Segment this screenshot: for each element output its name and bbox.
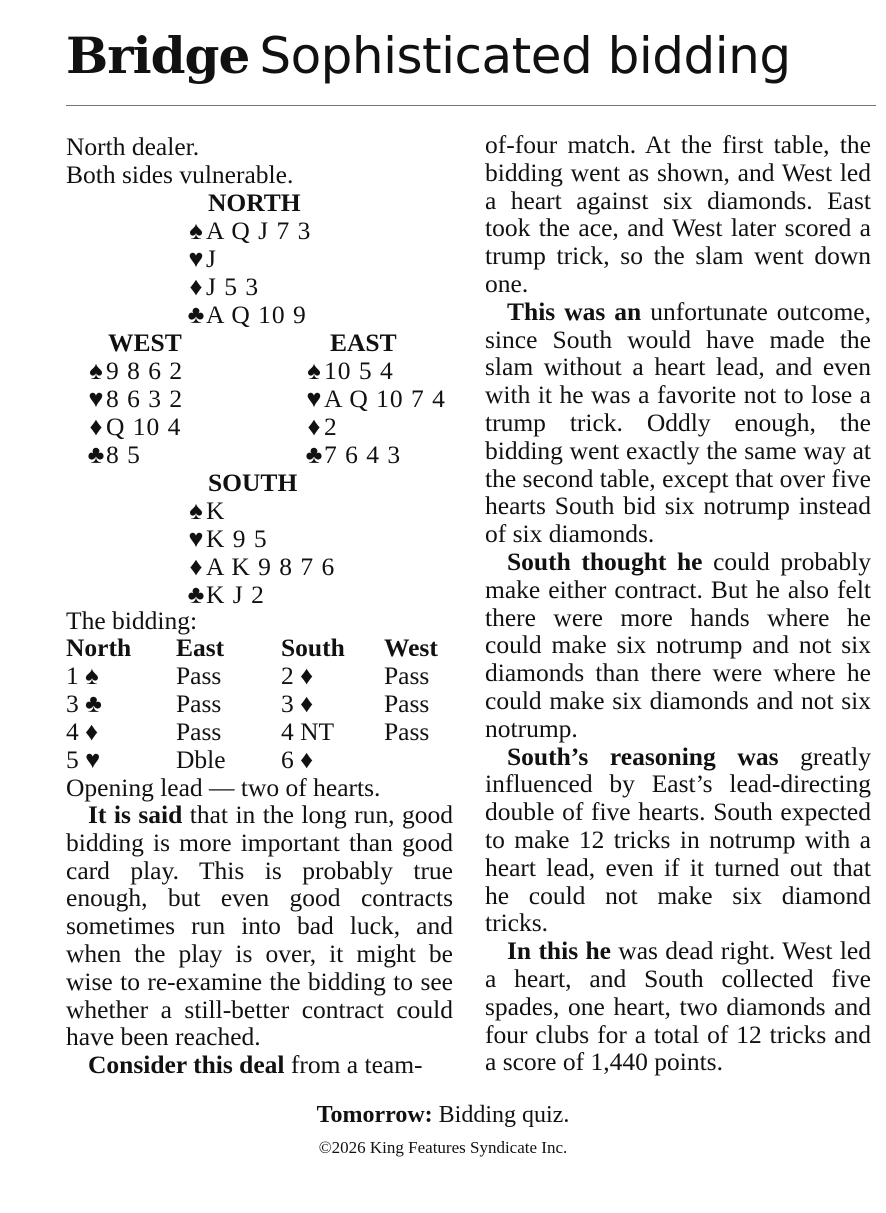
east-hand-name: EAST — [330, 328, 397, 357]
article-left-column — [66, 801, 453, 1079]
north-spades: ♠ A Q J 7 3 — [186, 217, 311, 245]
article-paragraph: In this he was dead right. West led a heart, and South collected five spades, one heart, two diamonds and four clubs for a total of 12 tricks and a score of 1,440 points. — [485, 936, 871, 1077]
headline-title: Sophisticated bidding — [259, 27, 791, 85]
east-clubs: ♣7 6 4 3 — [305, 440, 402, 469]
heart-icon: ♥ — [306, 384, 322, 413]
headline-rule — [66, 105, 876, 106]
bid-cell: 5 ♥ — [66, 745, 101, 774]
diamond-icon: ♦ — [189, 272, 203, 301]
bidding-row — [66, 718, 454, 746]
east-diamonds: ♦ 2 — [304, 413, 338, 441]
bidding-table — [66, 634, 454, 774]
north-hearts: ♥J — [186, 245, 217, 273]
bidding-header-west: West — [384, 633, 438, 662]
west-spades: ♠ 9 8 6 2 — [86, 357, 183, 385]
bid-cell: 2 ♦ — [281, 661, 314, 690]
south-hearts: ♥K 9 5 — [186, 525, 268, 553]
article-paragraph: It is said that in the long run, good bidding is more important than good card play. This is probably true enough, but even good contracts sometimes run into bad luck, and when the play is over, it might be wise to re-examine the bidding to see whether a still-better contract could have been reached. — [66, 800, 453, 1052]
bidding-header-row — [66, 634, 454, 662]
article-paragraph: Consider this deal from a team- — [88, 1050, 423, 1080]
dealer-line: North dealer. — [66, 132, 200, 161]
spade-icon: ♠ — [89, 356, 103, 385]
south-clubs: ♣K J 2 — [187, 580, 265, 609]
diamond-icon: ♦ — [189, 552, 203, 581]
bid-cell: Pass — [384, 661, 430, 690]
tomorrow-note: Tomorrow: Bidding quiz. — [316, 1102, 570, 1128]
heart-icon: ♥ — [88, 384, 104, 413]
article-paragraph: of-four match. At the first table, the bidding went as shown, and West led a heart against six diamonds. East took the ace, and West later scored a trump trick, so the slam went down one. — [485, 130, 871, 298]
bidding-row — [66, 662, 454, 690]
bidding-header-east: East — [176, 633, 225, 662]
south-diamonds: ♦ A K 9 8 7 6 — [186, 553, 335, 581]
headline-kicker: Bridge — [66, 26, 250, 85]
north-hand-name: NORTH — [208, 188, 301, 217]
club-icon: ♣ — [87, 440, 105, 469]
headline — [66, 26, 876, 85]
bidding-label: The bidding: — [66, 606, 198, 635]
diamond-icon: ♦ — [89, 412, 103, 441]
north-clubs: ♣A Q 10 9 — [187, 300, 307, 329]
bid-cell: Pass — [384, 717, 430, 746]
club-icon: ♣ — [305, 440, 323, 469]
club-icon: ♣ — [187, 300, 205, 329]
bid-cell: Dble — [176, 745, 226, 774]
article-right-column — [485, 131, 871, 1076]
heart-icon: ♥ — [188, 244, 204, 273]
article-paragraph: This was an unfortunate outcome, since South would have made the slam without a heart lead, and even with it he was a favorite not to lose a trump trick. Oddly enough, the bidding went exactly the same way at the second table, except that over five hearts South bid six notrump instead of six diamonds. — [485, 296, 871, 549]
bid-cell: Pass — [384, 689, 430, 718]
article-paragraph: South thought he could probably make either contract. But he also felt there were more hands where he could make six notrump and not six diamonds than there were where he could make six diamonds and not six notrump. — [485, 546, 871, 743]
west-diamonds: ♦ Q 10 4 — [86, 413, 181, 441]
bid-cell: 6 ♦ — [281, 745, 314, 774]
bid-cell: 4 ♦ — [66, 717, 99, 746]
bid-cell: 3 ♣ — [66, 689, 102, 718]
spade-icon: ♠ — [189, 496, 203, 525]
west-hearts: ♥8 6 3 2 — [86, 385, 183, 413]
copyright: ©2026 King Features Syndicate Inc. — [318, 1138, 568, 1157]
club-icon: ♣ — [187, 580, 205, 609]
bidding-row — [66, 690, 454, 718]
diamond-icon: ♦ — [307, 412, 321, 441]
south-spades: ♠ K — [186, 497, 225, 525]
bid-cell: 4 NT — [281, 717, 335, 746]
bidding-row — [66, 746, 454, 774]
north-diamonds: ♦ J 5 3 — [186, 273, 259, 301]
bid-cell — [384, 746, 454, 774]
heart-icon: ♥ — [188, 524, 204, 553]
bidding-header-south: South — [281, 633, 345, 662]
bid-cell: 1 ♠ — [66, 661, 99, 690]
spade-icon: ♠ — [307, 356, 321, 385]
opening-lead: Opening lead — two of hearts. — [66, 773, 381, 802]
south-hand-name: SOUTH — [208, 468, 298, 497]
article-paragraph: South’s reasoning was greatly influenced by East’s lead-directing double of five hearts. South expected to make 12 tricks in notrump with a heart lead, even if it turned out that he could not make six diamond tricks. — [485, 741, 871, 938]
bid-cell: 3 ♦ — [281, 689, 314, 718]
bid-cell: Pass — [176, 689, 222, 718]
west-clubs: ♣8 5 — [87, 440, 141, 469]
bid-cell: Pass — [176, 717, 222, 746]
vulnerability-line: Both sides vulnerable. — [66, 160, 294, 189]
east-spades: ♠ 10 5 4 — [304, 357, 394, 385]
spade-icon: ♠ — [189, 216, 203, 245]
bidding-header-north: North — [66, 633, 132, 662]
west-hand-name: WEST — [108, 328, 182, 357]
east-hearts: ♥A Q 10 7 4 — [304, 385, 446, 413]
bid-cell: Pass — [176, 661, 222, 690]
